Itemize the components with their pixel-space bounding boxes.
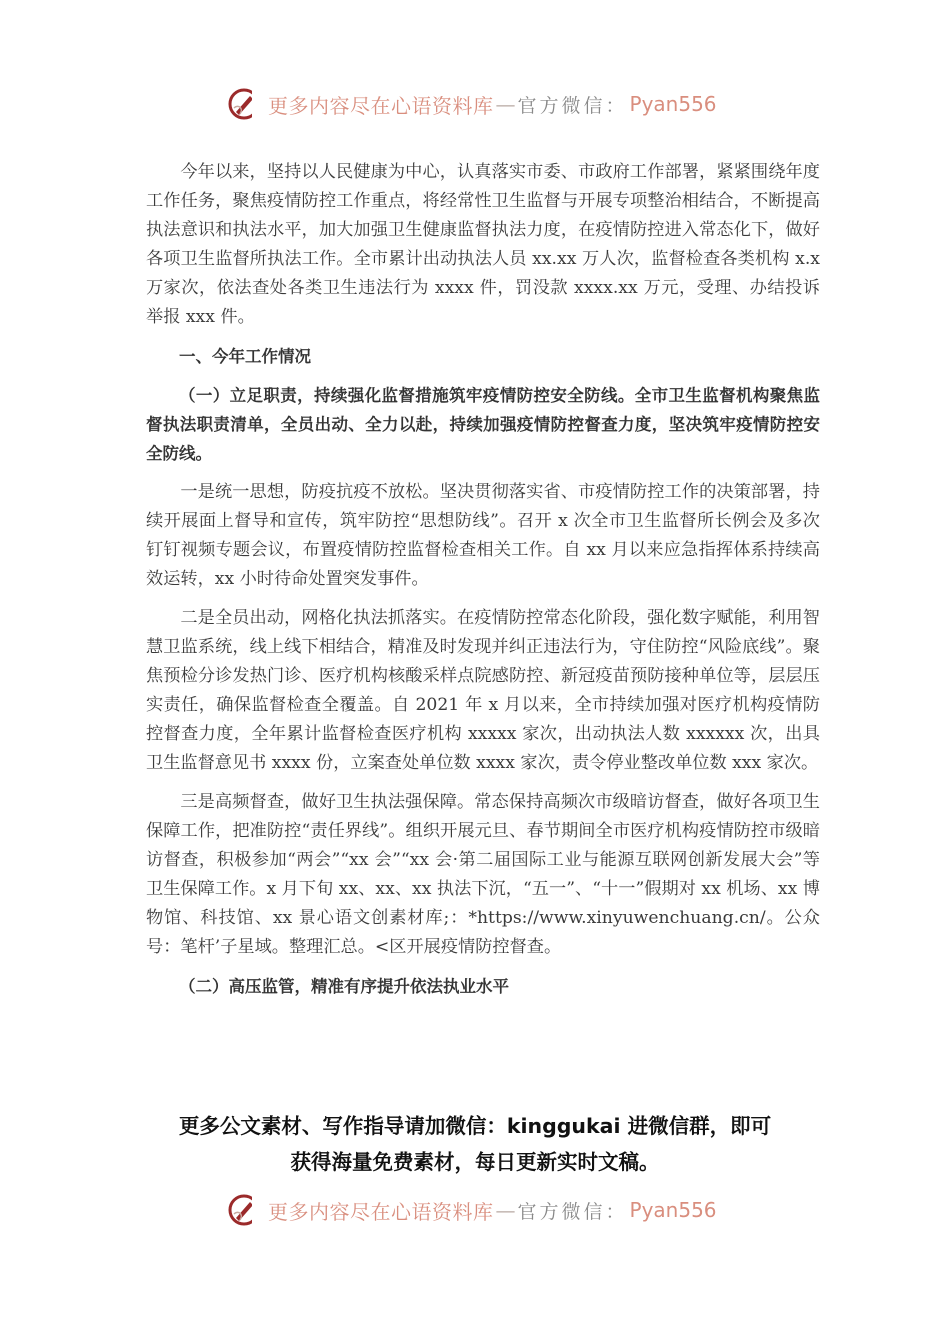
paragraph-3: 三是高频督查，做好卫生执法强保障。常态保持高频次市级暗访督查，做好各项卫生保障工作，把准防控“责任界线”。组织开展元旦、春节期间全市医疗机构疫情防控市级暗访督查，积极参加“两会”“xx 会”“xx 会·第二届国际工业与能源互联网创新发展大会”等卫生保障工作。x 月下旬 xx、xx、xx 执法下沉，“五一”、“十一”假期对 xx 机场、xx 博物馆、科技馆、xx 景心语文创素材库;：*https://www.xinyuwenchuang.cn/。公众号：笔杆’子星域。整理汇总。<区开展疫情防控督查。 xyxy=(146,792,820,957)
banner-site-name: 更多内容尽在心语资料库 xyxy=(268,93,494,118)
banner-wechat-id: Pyan556 xyxy=(629,92,717,116)
subsection-heading: （一）立足职责，持续强化监督措施筑牢疫情防控安全防线。全市卫生监督机构聚焦监督执法职责清单，全员出动、全力以赴，持续加强疫情防控督查力度，坚决筑牢疫情防控安全防线。 xyxy=(146,386,820,463)
subsection-heading-2: （二）高压监管，精准有序提升依法执业水平 xyxy=(179,977,509,996)
footer-dash: — xyxy=(495,1198,516,1222)
footer-label: 官方微信： xyxy=(517,1200,628,1223)
promo-line-1: 更多公文素材、写作指导请加微信：kinggukai 进微信群，即可 xyxy=(178,1114,772,1138)
document-body xyxy=(146,158,820,1001)
footer-wechat-id: Pyan556 xyxy=(629,1198,717,1222)
footer-site-name: 更多内容尽在心语资料库 xyxy=(268,1199,494,1224)
intro-paragraph: 今年以来，坚持以人民健康为中心，认真落实市委、市政府工作部署，紧紧围绕年度工作任务，聚焦疫情防控工作重点，将经常性卫生监督与开展专项整治相结合，不断提高执法意识和执法水平，加大加强卫生健康监督执法力度，在疫情防控进入常态化下，做好各项卫生监督所执法工作。全市累计出动执法人员 xx.xx 万人次，监督检查各类机构 x.x 万家次，依法查处各类卫生违法行为 xxxx 件，罚没款 xxxx.xx 万元，受理、办结投诉举报 xxx 件。 xyxy=(146,162,820,327)
promo-block xyxy=(140,1108,810,1180)
banner-label: 官方微信： xyxy=(517,94,628,117)
promo-line-2: 获得海量免费素材，每日更新实时文稿。 xyxy=(290,1150,660,1174)
paragraph-2: 二是全员出动，网格化执法抓落实。在疫情防控常态化阶段，强化数字赋能，利用智慧卫监系统，线上线下相结合，精准及时发现并纠正违法行为，守住防控“风险底线”。聚焦预检分诊发热门诊、医疗机构核酸采样点院感防控、新冠疫苗预防接种单位等，层层压实责任，确保监督检查全覆盖。自 2021 年 x 月以来，全市持续加强对医疗机构疫情防控督查力度，全年累计监督检查医疗机构 xxxxx 家次，出动执法人数 xxxxxx 次，出具卫生监督意见书 xxxx 份，立案查处单位数 xxxx 家次，责令停业整改单位数 xxx 家次。 xyxy=(146,608,820,773)
quill-pen-logo-icon xyxy=(226,1192,262,1228)
footer-banner xyxy=(226,1190,726,1230)
banner-dash: — xyxy=(495,92,516,116)
header-banner xyxy=(226,84,726,124)
quill-pen-logo-icon xyxy=(226,86,262,122)
section-heading: 一、今年工作情况 xyxy=(179,347,311,366)
paragraph-1: 一是统一思想，防疫抗疫不放松。坚决贯彻落实省、市疫情防控工作的决策部署，持续开展面上督导和宣传，筑牢防控“思想防线”。召开 x 次全市卫生监督所长例会及多次钉钉视频专题会议，布置疫情防控监督检查相关工作。自 xx 月以来应急指挥体系持续高效运转，xx 小时待命处置突发事件。 xyxy=(146,482,820,589)
